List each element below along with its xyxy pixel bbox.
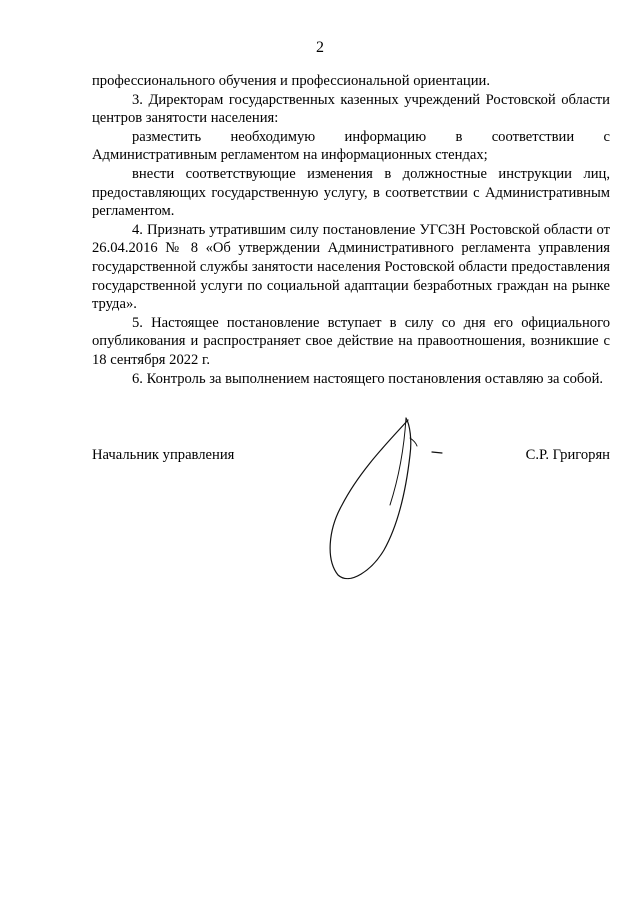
paragraph-subitem-update-instructions: внести соответствующие изменения в должностные инструкции лиц, предоставляющих государственную услугу, в соответствии с Административным регламентом.	[92, 165, 610, 220]
paragraph-subitem-place-info: разместить необходимую информацию в соответствии с Административным регламентом на информационных стендах;	[92, 128, 610, 164]
signatory-name: С.Р. Григорян	[525, 447, 610, 463]
paragraph-item-5: 5. Настоящее постановление вступает в силу со дня его официального опубликования и распространяет свое действие на правоотношения, возникшие с 18 сентября 2022 г.	[92, 314, 610, 368]
paragraph-item-6: 6. Контроль за выполнением настоящего постановления оставляю за собой.	[132, 370, 604, 387]
paragraph-item-3: 3. Директорам государственных казенных учреждений Ростовской области центров занятости населения:	[92, 91, 610, 127]
signatory-title: Начальник управления	[92, 447, 235, 463]
document-body	[92, 72, 610, 388]
paragraph-item-4: 4. Признать утратившим силу постановление УГСЗН Ростовской области от 26.04.2016 № 8 «Об утверждении Административного регламента управления государственной службы занятости населения Ростовской области предоставления государственной услуги по социальной адаптации безработных граждан на рынке труда».	[92, 221, 610, 313]
handwritten-signature	[320, 410, 450, 585]
page-number: 2	[316, 39, 324, 56]
paragraph-continuation: профессионального обучения и профессиональной ориентации.	[92, 73, 490, 89]
